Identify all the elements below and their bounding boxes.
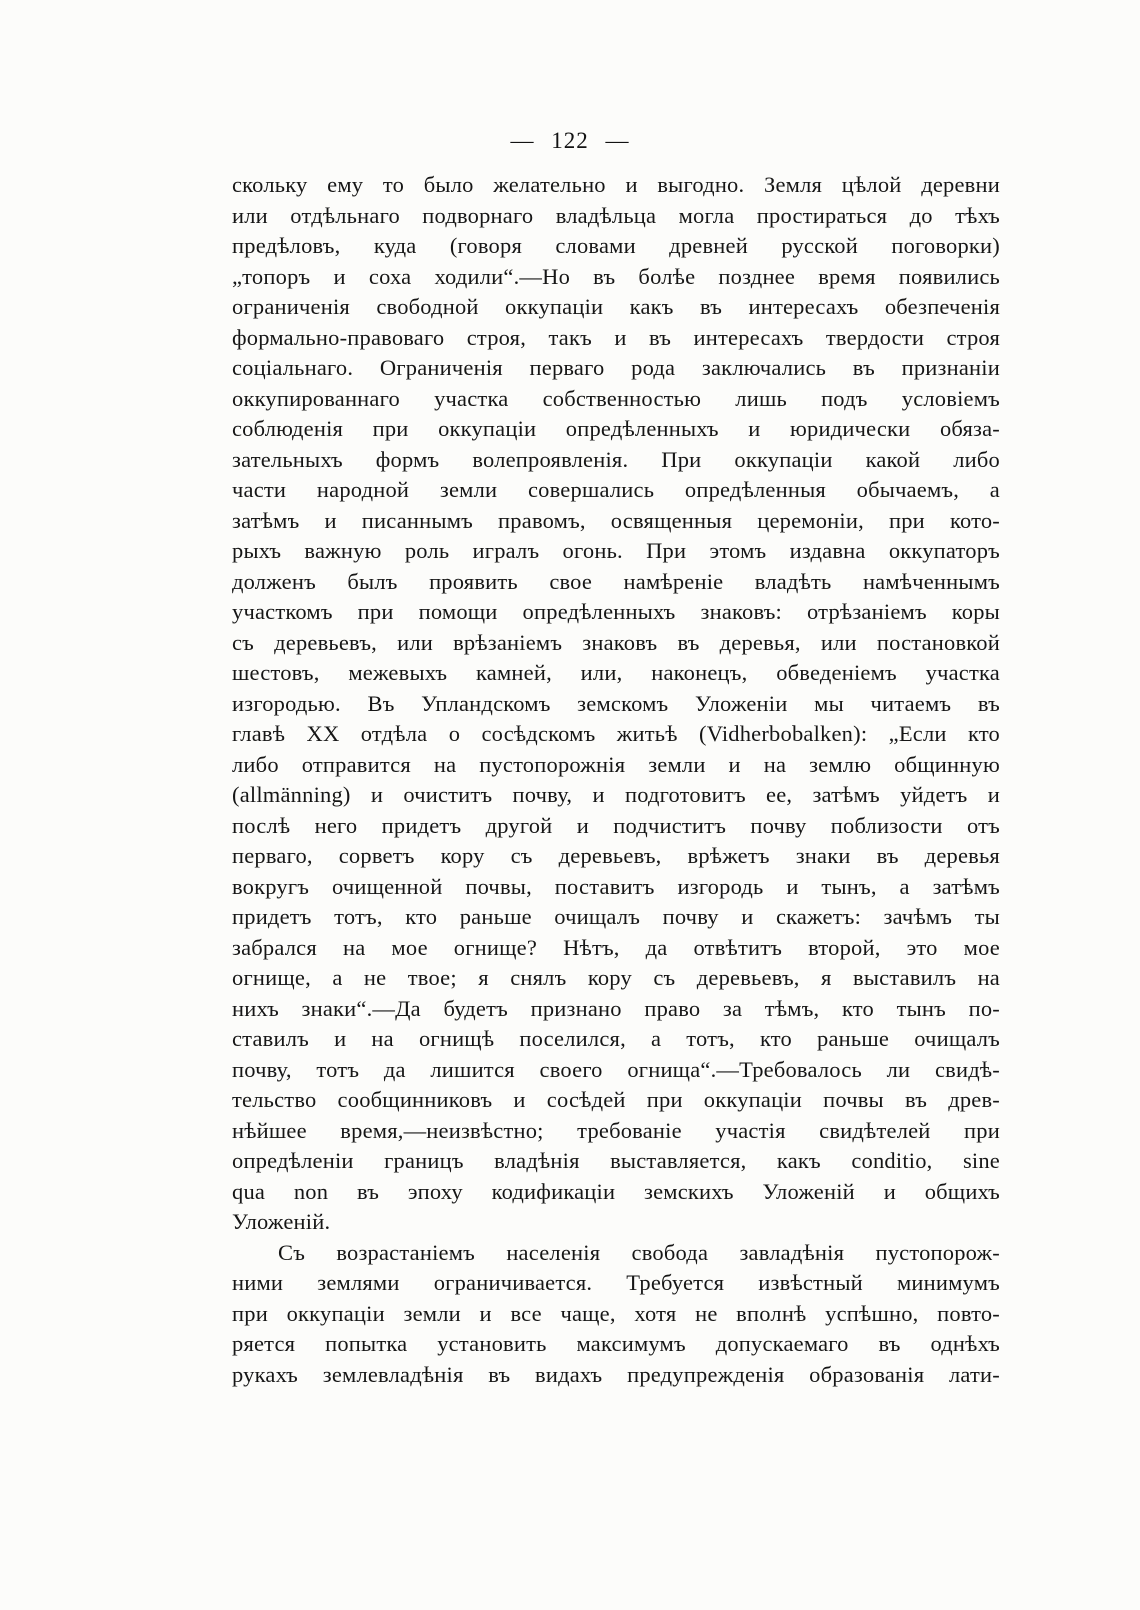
text-line: зательныхъ формъ волепроявленія. При оккупаціи какой либо bbox=[232, 446, 1000, 472]
text-line: Съ возрастаніемъ населенія свобода завладѣнія пустопорож- bbox=[278, 1239, 1000, 1265]
text-line: ними землями ограничивается. Требуется извѣстный минимумъ bbox=[232, 1270, 1000, 1295]
text-line: придетъ тотъ, кто раньше очищалъ почву и скажетъ: зачѣмъ ты bbox=[232, 904, 1000, 929]
text-line: соблюденія при оккупаціи опредѣленныхъ и юридически обяза- bbox=[232, 416, 1000, 441]
text-line: изгородью. Въ Упландскомъ земскомъ Уложеніи мы читаемъ въ bbox=[232, 690, 1000, 716]
page-number: — 122 — bbox=[510, 128, 630, 153]
text-line: скольку ему то было желательно и выгодно. Земля цѣлой деревни bbox=[232, 172, 1000, 197]
paragraph bbox=[232, 1238, 1000, 1391]
text-line: соціальнаго. Ограниченія перваго рода заключались въ признаніи bbox=[232, 355, 1000, 380]
paragraph bbox=[232, 170, 1000, 1238]
text-line: формально-правоваго строя, такъ и въ интересахъ твердости строя bbox=[232, 324, 1000, 350]
text-line: (allmänning) и очиститъ почву, и подготовитъ ее, затѣмъ уйдетъ и bbox=[232, 782, 1000, 807]
text-line: рукахъ землевладѣнія въ видахъ предупрежденія образованія лати- bbox=[232, 1361, 1000, 1387]
text-line: нихъ знаки“.—Да будетъ признано право за тѣмъ, кто тынъ по- bbox=[232, 995, 1000, 1021]
text-line: либо отправится на пустопорожнія земли и на землю общинную bbox=[232, 751, 1000, 777]
text-line: почву, тотъ да лишится своего огнища“.—Требовалось ли свидѣ- bbox=[232, 1056, 1000, 1082]
text-line: нѣйшее время,—неизвѣстно; требованіе участія свидѣтелей при bbox=[232, 1117, 1000, 1143]
text-line: послѣ него придетъ другой и подчиститъ почву поблизости отъ bbox=[232, 812, 1000, 838]
text-line: участкомъ при помощи опредѣленныхъ знаковъ: отрѣзаніемъ коры bbox=[232, 599, 1000, 624]
text-line: съ деревьевъ, или врѣзаніемъ знаковъ въ деревья, или постановкой bbox=[232, 629, 1000, 655]
text-line: Уложеній. bbox=[232, 1209, 331, 1234]
text-line: шестовъ, межевыхъ камней, или, наконецъ, обведеніемъ участка bbox=[232, 660, 1000, 685]
text-line: оккупированнаго участка собственностью лишь подъ условіемъ bbox=[232, 385, 1000, 411]
text-line: ряется попытка установить максимумъ допускаемаго въ однѣхъ bbox=[232, 1331, 1000, 1356]
text-line: забрался на мое огнище? Нѣтъ, да отвѣтитъ второй, это мое bbox=[232, 934, 1000, 960]
text-line: qua non въ эпоху кодификаціи земскихъ Уложеній и общихъ bbox=[232, 1178, 1000, 1204]
text-line: затѣмъ и писаннымъ правомъ, освященныя церемоніи, при кото- bbox=[232, 507, 1000, 533]
page-body-text bbox=[232, 170, 1000, 1390]
text-line: ставилъ и на огнищѣ поселился, а тотъ, кто раньше очищалъ bbox=[232, 1026, 1000, 1051]
text-line: огнище, а не твое; я снялъ кору съ деревьевъ, я выставилъ на bbox=[232, 965, 1000, 990]
text-line: вокругъ очищенной почвы, поставитъ изгородь и тынъ, а затѣмъ bbox=[232, 873, 1000, 899]
text-line: предѣловъ, куда (говоря словами древней русской поговорки) bbox=[232, 233, 1000, 258]
text-line: при оккупаціи земли и все чаще, хотя не вполнѣ успѣшно, повто- bbox=[232, 1300, 1000, 1326]
text-line: перваго, сорветъ кору съ деревьевъ, врѣжетъ знаки въ деревья bbox=[232, 843, 1000, 868]
text-line: опредѣленіи границъ владѣнія выставляется, какъ conditio, sine bbox=[232, 1148, 1000, 1173]
text-line: главѣ XX отдѣла о сосѣдскомъ житьѣ (Vidherbobalken): „Если кто bbox=[232, 721, 1000, 746]
text-line: ограниченія свободной оккупаціи какъ въ интересахъ обезпеченія bbox=[232, 294, 1000, 319]
text-line: долженъ былъ проявить свое намѣреніе владѣть намѣченнымъ bbox=[232, 568, 1000, 594]
text-line: тельство сообщинниковъ и сосѣдей при оккупаціи почвы въ древ- bbox=[232, 1087, 1000, 1112]
text-line: части народной земли совершались опредѣленныя обычаемъ, а bbox=[232, 477, 1000, 502]
text-line: или отдѣльнаго подворнаго владѣльца могла простираться до тѣхъ bbox=[232, 202, 1000, 228]
text-line: „топоръ и соха ходили“.—Но въ болѣе позднее время появились bbox=[232, 263, 1000, 289]
text-line: рыхъ важную роль игралъ огонь. При этомъ издавна оккупаторъ bbox=[232, 538, 1000, 563]
